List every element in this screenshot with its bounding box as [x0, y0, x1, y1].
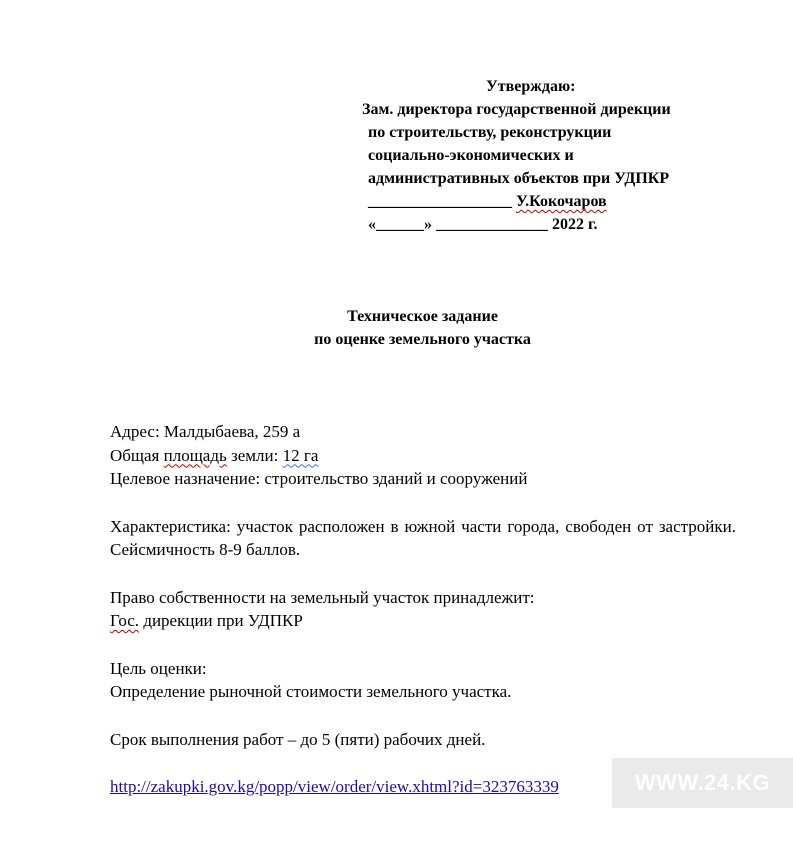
- approval-block: [362, 75, 782, 236]
- characteristics-paragraph: Характеристика: участок расположен в южной части города, свободен от застройки. Сейсмичность 8-9 баллов.: [110, 516, 736, 559]
- approval-line-1: Зам. директора государственной дирекции: [362, 101, 671, 118]
- document-body: [110, 420, 736, 799]
- title-line-1: Техническое задание: [347, 308, 498, 325]
- date-line: [362, 213, 782, 236]
- approval-line-4: административных объектов при УДПКР: [368, 170, 670, 187]
- signer-name: У.Кокочаров: [516, 193, 607, 210]
- date-month-blank: ______________: [436, 216, 548, 233]
- approval-line-2: по строительству, реконструкции: [368, 124, 612, 141]
- date-day-blank: ______: [376, 216, 424, 233]
- signature-line: [362, 190, 782, 213]
- signature-blank: __________________: [368, 193, 512, 210]
- watermark-logo: WWW.24.KG: [612, 758, 793, 808]
- date-close-quote: »: [424, 216, 432, 233]
- address-line: Адрес: Малдыбаева, 259 а: [110, 422, 301, 441]
- ownership-abbr: Гос.: [110, 611, 140, 630]
- area-label: Общая: [110, 445, 164, 465]
- area-word: площадь: [163, 445, 227, 465]
- goal-value: Определение рыночной стоимости земельного участка.: [110, 682, 512, 701]
- purpose-line: Целевое назначение: строительство зданий и сооружений: [110, 469, 528, 488]
- approval-line-3: социально-экономических и: [368, 147, 574, 164]
- approval-heading: Утверждаю:: [486, 78, 576, 95]
- document-title: [110, 305, 735, 351]
- area-mid: земли:: [226, 445, 283, 465]
- date-year: 2022 г.: [552, 216, 598, 233]
- ownership-value-line: [110, 609, 736, 633]
- spacer: [110, 704, 736, 728]
- area-line: [110, 444, 736, 468]
- procurement-link[interactable]: http://zakupki.gov.kg/popp/view/order/view.xhtml?id=323763339: [110, 777, 559, 796]
- date-open-quote: «: [368, 216, 376, 233]
- deadline-line: Срок выполнения работ – до 5 (пяти) рабочих дней.: [110, 729, 486, 749]
- goal-label: Цель оценки:: [110, 658, 207, 678]
- ownership-label: Право собственности на земельный участок принадлежит:: [110, 587, 535, 607]
- ownership-value: дирекции при УДПКР: [139, 611, 303, 630]
- spacer: [110, 491, 736, 515]
- area-value: 12 га: [282, 445, 319, 465]
- spacer: [110, 562, 736, 586]
- spacer: [110, 633, 736, 657]
- title-line-2: по оценке земельного участка: [314, 331, 531, 348]
